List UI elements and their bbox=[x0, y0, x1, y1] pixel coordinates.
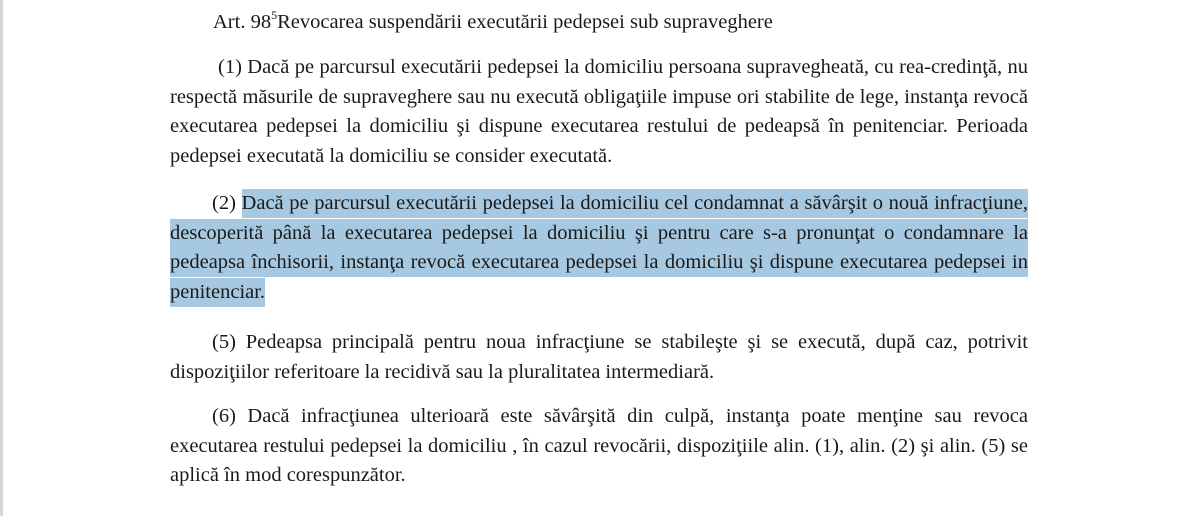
article-heading bbox=[213, 8, 773, 37]
selected-text-highlight[interactable]: Dacă pe parcursul executării pedepsei la domiciliu cel condamnat a săvârşit o nouă infracţiune, descoperită până la executarea pedepsei la domiciliu şi pentru care s-a pronunţat o condamnare la pedeapsa închisorii, instanţa revocă executarea pedepsei la domiciliu şi dispune executarea pedepsei in penitenciar. bbox=[170, 189, 1028, 307]
paragraph-6[interactable]: (6) Dacă infracţiunea ulterioară este săvârşită din culpă, instanţa poate menţine sau revoca executarea restului pedepsei la domiciliu , în cazul revocării, dispoziţiile alin. (1), alin. (2) şi alin. (5) se aplică în mod corespunzător. bbox=[170, 405, 1028, 486]
article-number: Art. 98 bbox=[213, 11, 272, 33]
article-title: Revocarea suspendării executării pedepsei sub supraveghere bbox=[277, 11, 773, 33]
page-left-edge bbox=[0, 0, 3, 516]
paragraph-5[interactable]: (5) Pedeapsa principală pentru noua infracţiune se stabileşte şi se execută, după caz, potrivit dispoziţiilor referitoare la recidivă sau la pluralitatea intermediară. bbox=[170, 331, 1028, 383]
paragraph-2-label: (2) bbox=[212, 192, 242, 214]
paragraph-2[interactable] bbox=[170, 189, 1028, 307]
paragraph-1[interactable]: (1) Dacă pe parcursul executării pedepsei la domiciliu persoana supravegheată, cu rea-credinţă, nu respectă măsurile de supraveghere sau nu execută obligaţiile impuse ori stabilite de lege, instanţa revocă executarea pedepsei la domiciliu şi dispune executarea restului de pedeapsă în penitenciar. Perioada pedepsei executată la domiciliu se consider executată. bbox=[170, 56, 1028, 167]
article-superscript: 5 bbox=[271, 8, 278, 22]
